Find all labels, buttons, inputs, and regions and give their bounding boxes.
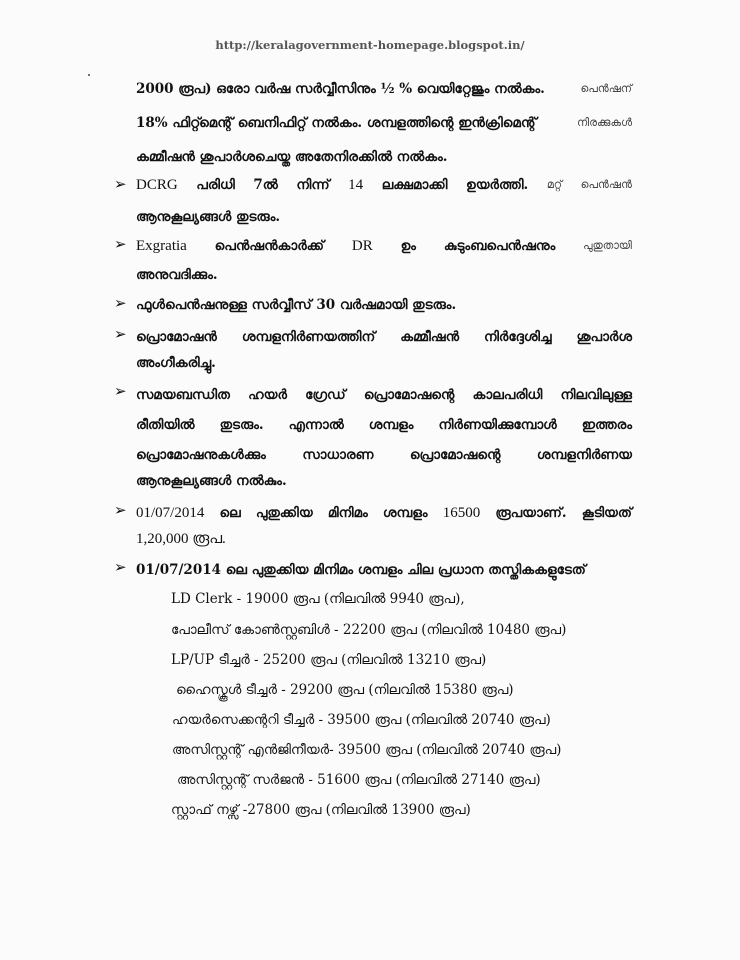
word: പെൻഷൻ	[580, 178, 632, 191]
word: സമയബന്ധിത	[136, 387, 230, 403]
word: പ്രൊമോഷന്റെ	[409, 447, 501, 463]
word: ലക്ഷമാക്കി	[381, 177, 448, 193]
word: ഉം	[400, 238, 416, 254]
bullet-4-line-1	[136, 328, 632, 346]
word: Exgratia	[136, 238, 187, 254]
word: നിലവിലുള്ള	[560, 387, 632, 403]
word: നിർദ്ദേശിച്ച	[484, 329, 552, 345]
word: ഹയർ	[248, 387, 287, 403]
salary-item: അസിസ്റ്റന്റ് സർജൻ - 51600 രൂപ (നിലവിൽ 27140 രൂപ)	[177, 772, 541, 788]
word: പരിധി	[196, 177, 235, 193]
salary-item: അസിസ്റ്റന്റ് എൻജിനീയർ- 39500 രൂപ (നിലവിൽ 20740 രൂപ)	[172, 742, 562, 758]
word: പുതുക്കിയ	[255, 505, 313, 521]
bullet-arrow-icon: ➢	[114, 235, 127, 253]
intro-line-1	[136, 80, 632, 98]
word: രീതിയിൽ	[136, 417, 195, 433]
bullet-6-line-2: 1,20,000 രൂപ.	[136, 531, 226, 547]
bullet-5-line-2	[136, 416, 632, 434]
bullet-arrow-icon: ➢	[114, 382, 127, 400]
word: പ്രൊമോഷന്റെ	[363, 387, 455, 403]
word: 14	[348, 177, 364, 193]
word: 16500	[442, 505, 481, 521]
word: പുതുതായി	[583, 239, 632, 252]
bullet-arrow-icon: ➢	[114, 325, 127, 343]
word: തുടരും.	[219, 417, 264, 433]
word: ശമ്പളനിർണയ	[536, 447, 632, 463]
salary-item: സ്റ്റാഫ് നഴ്സ് -27800 രൂപ (നിലവിൽ 13900 രൂപ)	[171, 802, 471, 818]
word: 01/07/2014	[136, 505, 205, 521]
bullet-arrow-icon: ➢	[114, 175, 127, 193]
salary-item: പോലീസ് കോൺസ്റ്റബിൾ - 22200 രൂപ (നിലവിൽ 10480 രൂപ)	[171, 622, 567, 638]
word: എന്നാൽ	[288, 417, 344, 433]
word: ശമ്പളം	[368, 417, 414, 433]
salary-item: LP/UP ടീച്ചർ - 25200 രൂപ (നിലവിൽ 13210 രൂപ)	[171, 652, 487, 668]
bullet-2-line-2: അനുവദിക്കും.	[136, 267, 218, 283]
word: മറ്റ്	[546, 178, 563, 191]
bullet-1-line-1	[136, 176, 632, 194]
bullet-arrow-icon: ➢	[114, 501, 127, 519]
watermark-url: http://keralagovernment-homepage.blogspot.in/	[215, 38, 525, 52]
word: നിന്ന്	[296, 177, 330, 193]
intro-line-2-tail: നിരക്കുകൾ	[577, 116, 632, 129]
word: കുടുംബപെൻഷനും	[443, 238, 556, 254]
intro-line-2	[136, 114, 632, 132]
bullet-5-line-3	[136, 446, 632, 464]
word: പ്രൊമോഷനുകൾക്കും	[136, 447, 266, 463]
bullet-7-line-1: 01/07/2014 ലെ പുതുക്കിയ മിനിമം ശമ്പളം ചില പ്രധാന തസ്തികകളുടേത്	[136, 562, 586, 578]
bullet-2-line-1	[136, 237, 632, 255]
bullet-5-line-1	[136, 386, 632, 404]
word: ലെ	[219, 505, 241, 521]
bullet-1-line-2: ആനുകൂല്യങ്ങൾ തുടരും.	[136, 209, 281, 225]
bullet-4-line-2: അംഗീകരിച്ചു.	[136, 355, 216, 371]
bullet-3-line-1: ഫുൾപെൻഷനുള്ള സർവ്വീസ് 30 വർഷമായി തുടരും.	[136, 297, 457, 313]
word: DCRG	[136, 177, 178, 193]
bullet-5-line-4: ആനുകൂല്യങ്ങൾ നൽകും.	[136, 473, 287, 489]
bullet-arrow-icon: ➢	[114, 294, 127, 312]
word: കാലപരിധി	[472, 387, 543, 403]
intro-line-3: കമ്മീഷൻ ശുപാർശചെയ്ത അതേനിരക്കിൽ നൽകം.	[136, 149, 448, 165]
word: ശുപാർശ	[576, 329, 632, 345]
word: കൂടിയത്	[581, 505, 632, 521]
salary-item: ഹയർസെക്കന്ററി ടീച്ചർ - 39500 രൂപ (നിലവിൽ 20740 രൂപ)	[172, 712, 551, 728]
bullet-6-line-1	[136, 504, 632, 522]
word: പെൻഷൻകാർക്ക്	[214, 238, 325, 254]
intro-line-1-text: 2000 രൂപ) ഒരോ വർഷ സർവ്വീസിനും ½ % വെയിറ്റേജും നൽകം.	[136, 81, 545, 97]
salary-item: LD Clerk - 19000 രൂപ (നിലവിൽ 9940 രൂപ),	[171, 591, 465, 607]
word: പ്രൊമോഷൻ	[136, 329, 217, 345]
word: കമ്മീഷൻ	[400, 329, 460, 345]
word: ഉയർത്തി.	[465, 177, 529, 193]
intro-line-1-tail: പെൻഷന്	[580, 82, 632, 95]
word: ശമ്പളനിർണയത്തിന്	[241, 329, 376, 345]
word: DR	[351, 238, 373, 254]
scan-speck	[88, 74, 90, 76]
word: ശമ്പളം	[382, 505, 428, 521]
salary-item: ഹൈസ്കൂൾ ടീച്ചർ - 29200 രൂപ (നിലവിൽ 15380 രൂപ)	[176, 682, 514, 698]
word: സാധാരണ	[302, 447, 374, 463]
word: മിനിമം	[327, 505, 368, 521]
word: നിർണയിക്കുമ്പോൾ	[438, 417, 557, 433]
word: ഇത്തരം	[581, 417, 632, 433]
bullet-arrow-icon: ➢	[114, 558, 127, 576]
word: 7ൽ	[253, 177, 278, 193]
word: രൂപയാണ്.	[495, 505, 567, 521]
intro-line-2-text: 18% ഫിറ്റ്മെന്റ് ബെനിഫിറ്റ് നൽകം. ശമ്പളത്തിന്റെ ഇൻക്രിമെന്റ്	[136, 115, 537, 131]
word: ഗ്രേഡ്	[305, 387, 346, 403]
